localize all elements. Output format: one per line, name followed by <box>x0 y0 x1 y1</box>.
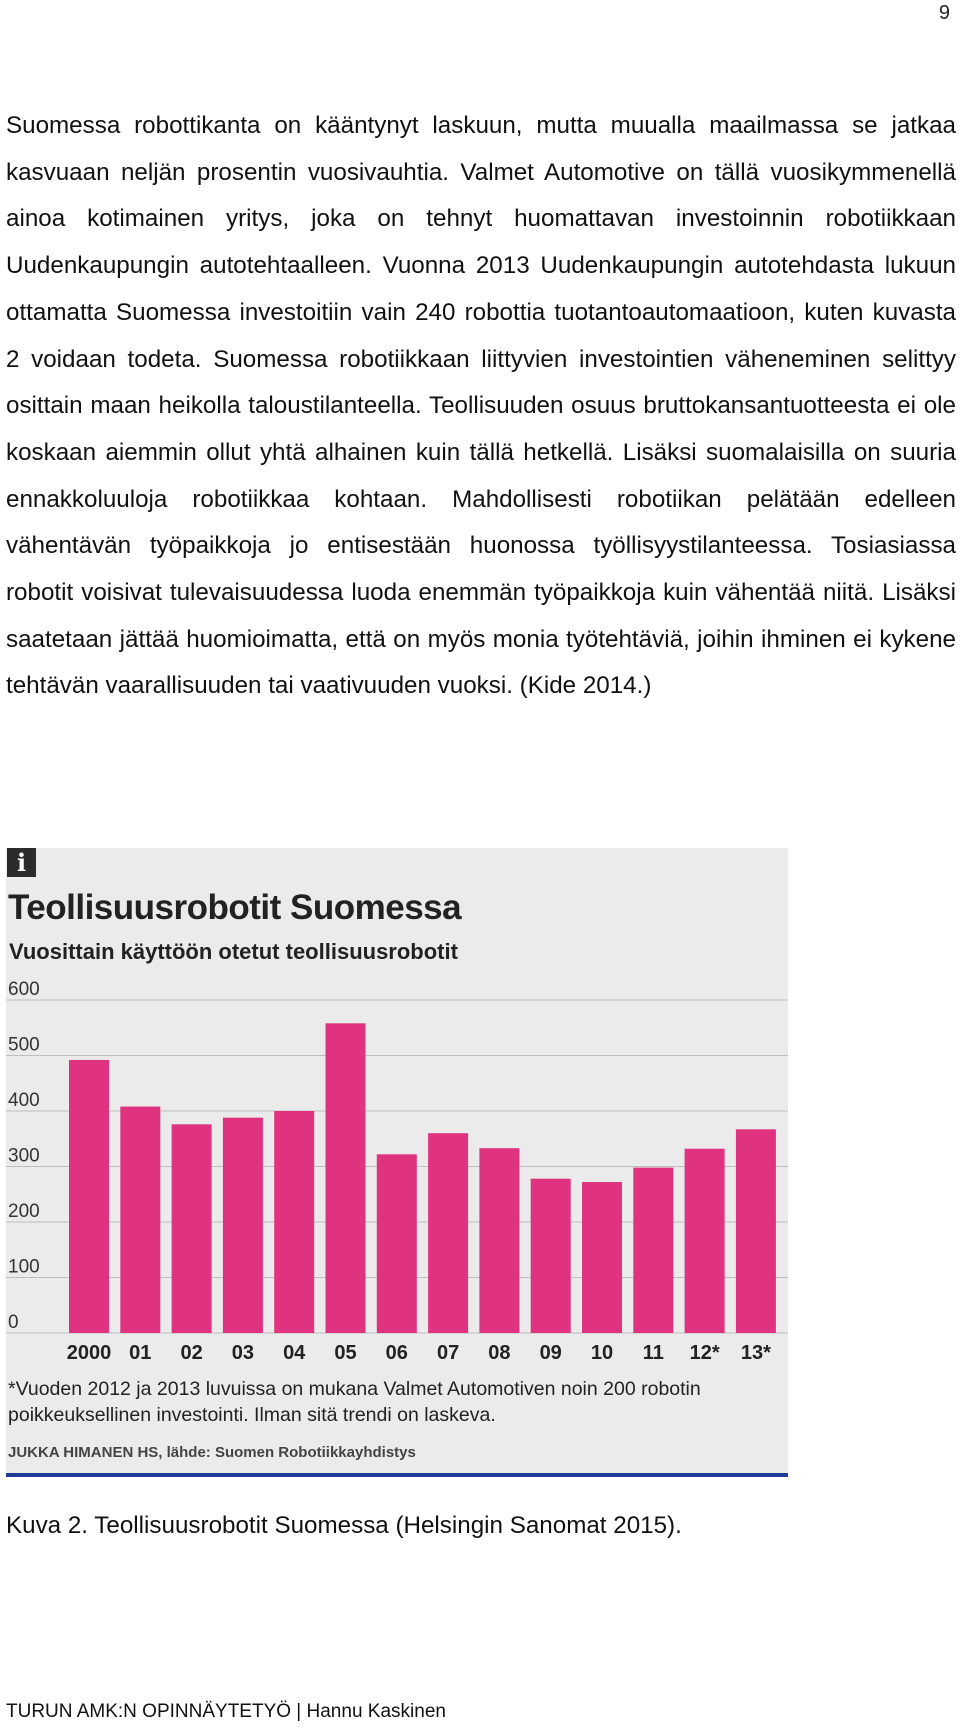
page-number: 9 <box>938 2 950 24</box>
bar-chart <box>6 968 788 1368</box>
x-tick-label: 07 <box>436 1342 460 1364</box>
y-tick-label: 100 <box>8 1256 40 1278</box>
bar-09 <box>531 1179 571 1333</box>
bar-02 <box>172 1124 212 1333</box>
x-tick-label: 09 <box>539 1342 562 1364</box>
info-icon: i <box>7 848 36 877</box>
bar-03 <box>223 1118 263 1333</box>
chart-subtitle: Vuosittain käyttöön otetut teollisuusrobotit <box>9 939 458 964</box>
bar-04 <box>274 1111 314 1333</box>
body-paragraph: Suomessa robottikanta on kääntynyt laskuun, mutta muualla maailmassa se jatkaa kasvuaan neljän prosentin vuosivauhtia. Valmet Automotive on tällä vuosikymmenellä ainoa kotimainen yritys, joka on tehnyt huomattavan investoinnin robotiikkaan Uudenkaupungin autotehtaalleen. Vuonna 2013 Uudenkaupungin autotehdasta lukuun ottamatta Suomessa investoitiin vain 240 robottia tuotantoautomaatioon, kuten kuvasta 2 voidaan todeta. Suomessa robotiikkaan liittyvien investointien väheneminen selittyy osittain maan heikolla taloustilanteella. Teollisuuden osuus bruttokansantuotteesta ei ole koskaan aiemmin ollut yhtä alhainen kuin tällä hetkellä. Lisäksi suomalaisilla on suuria ennakkoluuloja robotiikkaa kohtaan. Mahdollisesti robotiikan pelätään edelleen vähentävän työpaikkoja jo entisestään huonossa työllisyystilanteessa. Tosiasiassa robotit voisivat tulevaisuudessa luoda enemmän työpaikkoja kuin vähentää niitä. Lisäksi saatetaan jättää huomioimatta, että on myös monia työtehtäviä, joihin ihminen ei kykene tehtävän vaarallisuuden tai vaativuuden vuoksi. (Kide 2014.) <box>6 112 956 700</box>
x-tick-label: 04 <box>283 1342 306 1364</box>
chart-footnote: *Vuoden 2012 ja 2013 luvuissa on mukana Valmet Automotiven noin 200 robotin poikkeuksellinen investointi. Ilman sitä trendi on laskeva. <box>8 1378 701 1426</box>
chart-title: Teollisuusrobotit Suomessa <box>8 888 462 927</box>
chart-figure <box>6 848 788 1477</box>
bar-12-star <box>685 1149 725 1333</box>
x-tick-label: 06 <box>385 1342 408 1364</box>
page-footer: TURUN AMK:N OPINNÄYTETYÖ | Hannu Kaskinen <box>6 1701 446 1722</box>
x-tick-label: 01 <box>129 1342 152 1364</box>
bar-10 <box>582 1182 622 1333</box>
bar-05 <box>326 1023 366 1333</box>
x-tick-label: 10 <box>590 1342 614 1364</box>
x-tick-label: 02 <box>180 1342 203 1364</box>
x-tick-label: 05 <box>334 1342 357 1364</box>
x-tick-label: 08 <box>488 1342 511 1364</box>
bar-01 <box>120 1107 160 1333</box>
bar-11 <box>633 1168 673 1333</box>
x-tick-label: 2000 <box>66 1342 112 1364</box>
y-tick-label: 200 <box>8 1201 40 1222</box>
bar-13-star <box>736 1129 776 1333</box>
y-tick-label: 300 <box>8 1145 40 1167</box>
x-tick-label: 03 <box>231 1342 255 1364</box>
bar-2000 <box>69 1060 109 1333</box>
y-tick-label: 0 <box>8 1312 19 1333</box>
bar-08 <box>479 1148 519 1333</box>
y-tick-label: 500 <box>8 1034 40 1056</box>
bar-06 <box>377 1154 417 1333</box>
y-tick-label: 600 <box>8 979 40 1000</box>
x-tick-label: 13* <box>740 1342 771 1364</box>
x-tick-label: 12* <box>689 1342 720 1364</box>
x-tick-label: 11 <box>642 1342 664 1364</box>
y-tick-label: 400 <box>8 1090 40 1111</box>
bar-07 <box>428 1133 468 1333</box>
chart-source: JUKKA HIMANEN HS, lähde: Suomen Robotiikkayhdistys <box>8 1444 416 1461</box>
figure-caption: Kuva 2. Teollisuusrobotit Suomessa (Helsingin Sanomat 2015). <box>6 1512 682 1539</box>
